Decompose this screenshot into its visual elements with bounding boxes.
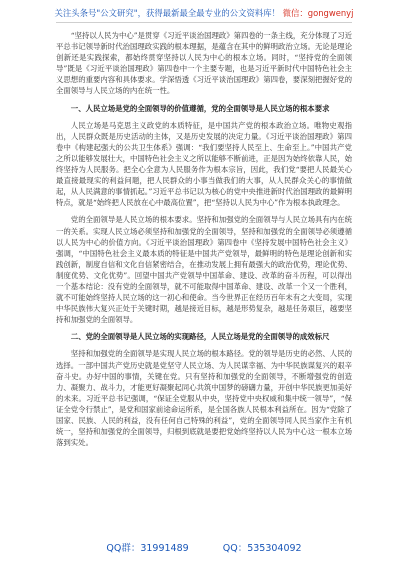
- header-wechat-text: 微信：gongwenyj: [282, 8, 354, 18]
- body-paragraph: 坚持和加强党的全面领导是实现人民立场的根本路径。党的领导是历史的必然、人民的选择。一部中国共产党历史就是党坚守人民立场、为人民谋幸福、为中华民族谋复兴的艰辛奋斗史。办好中国的事情，关键在党。只有坚持和加强党的全面领导，不断增强党的创造力、凝聚力、战斗力，才能更好凝聚起同心共筑中国梦的磅礴力量，开创中华民族更加美好的未来。习近平总书记强调，“保证全党服从中央，坚持党中央权威和集中统一领导”，“保证全党令行禁止”，是党和国家前途命运所系，是全国各族人民根本利益所在。因为“党除了国家、民族、人民的利益，没有任何自己特殊的利益”，党的全面领导同人民当家作主有机统一，坚持和加强党的全面领导，归根到底就是要把党始终坚持以人民为中心这一根本立场落到实处。: [56, 349, 352, 448]
- body-paragraph: “坚持以人民为中心”是贯穿《习近平谈治国理政》第四卷的一条主线，充分体现了习近平总书记领导新时代治国理政实践的根本理据，是蕴含在其中的鲜明政治立场。无论是理论创新还是实践探索，都始终贯穿坚持以人民为中心的根本立场。同时，“坚持党的全面领导”既是《习近平谈治国理政》第四卷中一个主要专题，也是习近平新时代中国特色社会主义思想的重要内容和具体要求。学深悟透《习近平谈治国理政》第四卷，要深刻把握好党的全面领导与人民立场的内在统一性。: [56, 31, 352, 96]
- section-heading: 一、人民立场是党的全面领导的价值遵循，党的全面领导是人民立场的根本要求: [70, 103, 330, 113]
- header-promo-text: 关注头条号"公文研究"，获得最新最全最专业的公文资料库！: [54, 8, 280, 18]
- header-divider: [56, 22, 352, 23]
- page-header: [0, 8, 408, 18]
- body-paragraph: 人民立场是马克思主义政党的本质特征，是中国共产党的根本政治立场。唯物史观指出，人民群众既是历史活动的主体，又是历史发展的决定力量。《习近平谈治国理政》第四卷中《构建起强大的公共卫生体系》强调：“我们要坚持人民至上、生命至上。”中国共产党之所以能够发展壮大，中国特色社会主义之所以能够不断前进，正是因为始终依靠人民，始终坚持为人民服务。把全心全意为人民服务作为根本宗旨，因此，我们党“要把人民最关心最直接最现实的利益问题，把人民群众的小事当做我们的大事，从人民群众关心的事情做起，从人民满意的事情抓起。”习近平总书记以为核心的党中央推进新时代治国理政的最鲜明特点，就是“始终把人民放在心中最高位置”，把“坚持以人民为中心”作为根本执政理念。: [56, 120, 352, 208]
- section-heading: 二、党的全面领导是人民立场的实现路径，人民立场是党的全面领导的成效标尺: [70, 332, 330, 342]
- body-paragraph: 党的全面领导是人民立场的根本要求。坚持和加强党的全面领导与人民立场具有内在统一的关系。实现人民立场必须坚持和加强党的全面领导，坚持和加强党的全面领导必须遵循以人民为中心的价值方向。《习近平谈治国理政》第四卷中《坚持发展中国特色社会主义》强调，“中国特色社会主义最本质的特征是中国共产党领导，最鲜明的特色是理论创新和实践创新，制度自信和文化自信紧密结合，在推动发展上拥有最强大的政治优势，理论优势、制度优势、文化优势”。回望中国共产党领导中国革命、建设、改革的奋斗历程，可以得出一个基本结论：没有党的全面领导，就不可能取得中国革命、建设、改革一个又一个胜利，就不可能始终坚持人民立场的这一初心和使命。当今世界正在经历百年未有之大变局，实现中华民族伟大复兴正处于关键时期，越是接近目标，越是形势复杂，越是任务艰巨，越要坚持和加强党的全面领导。: [56, 215, 352, 325]
- footer-qq-number: QQ：535304092: [222, 543, 302, 554]
- page-footer: [0, 543, 408, 555]
- footer-qq-group: QQ群：31991489: [106, 543, 189, 554]
- document-body: [56, 30, 352, 530]
